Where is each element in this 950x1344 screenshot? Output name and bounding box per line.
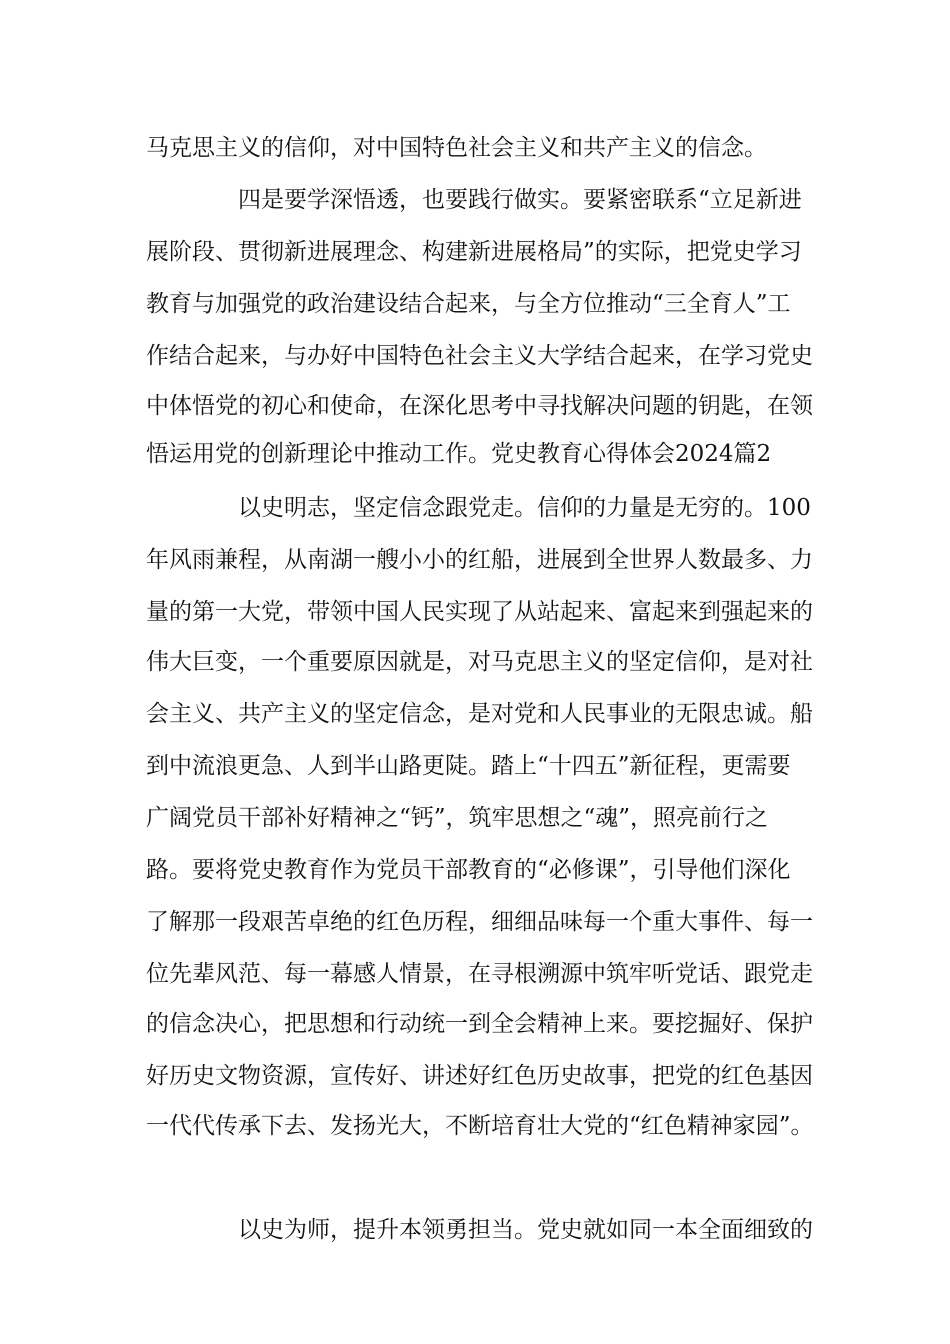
text-line: 四是要学深悟透，也要践行做实。要紧密联系“立足新进 [238,187,802,213]
text-line: 会主义、共产主义的坚定信念，是对党和人民事业的无限忠诚。船 [146,701,813,727]
text-line: 路。要将党史教育作为党员干部教育的“必修课”，引导他们深化 [146,857,791,883]
text-line: 位先辈风范、每一幕感人情景，在寻根溯源中筑牢听党话、跟党走 [146,961,813,987]
text-line: 量的第一大党，带领中国人民实现了从站起来、富起来到强起来的 [146,599,813,625]
text-line: 伟大巨变，一个重要原因就是，对马克思主义的坚定信仰，是对社 [146,649,813,675]
text-line: 一代代传承下去、发扬光大，不断培育壮大党的“红色精神家园”。 [146,1113,814,1139]
text-line: 作结合起来，与办好中国特色社会主义大学结合起来，在学习党史 [146,343,813,369]
text-line: 以史明志，坚定信念跟党走。信仰的力量是无穷的。100 [238,495,811,521]
text-line: 广阔党员干部补好精神之“钙”，筑牢思想之“魂”，照亮前行之 [146,805,769,831]
text-line: 马克思主义的信仰，对中国特色社会主义和共产主义的信念。 [146,135,767,161]
text-line: 教育与加强党的政治建设结合起来，与全方位推动“三全育人”工 [146,291,791,317]
text-line: 年风雨兼程，从南湖一艘小小的红船，进展到全世界人数最多、力 [146,547,813,573]
text-line: 悟运用党的创新理论中推动工作。党史教育心得体会2024篇2 [146,441,772,467]
text-line: 好历史文物资源，宣传好、讲述好红色历史故事，把党的红色基因 [146,1063,813,1089]
text-line: 了解那一段艰苦卓绝的红色历程，细细品味每一个重大事件、每一 [146,909,813,935]
text-line: 到中流浪更急、人到半山路更陡。踏上“十四五”新征程，更需要 [146,753,791,779]
text-line: 的信念决心，把思想和行动统一到全会精神上来。要挖掘好、保护 [146,1011,813,1037]
text-line: 展阶段、贯彻新进展理念、构建新进展格局”的实际，把党史学习 [146,239,802,265]
text-line: 以史为师，提升本领勇担当。党史就如同一本全面细致的 [238,1217,813,1243]
text-line: 中体悟党的初心和使命，在深化思考中寻找解决问题的钥匙，在领 [146,393,813,419]
